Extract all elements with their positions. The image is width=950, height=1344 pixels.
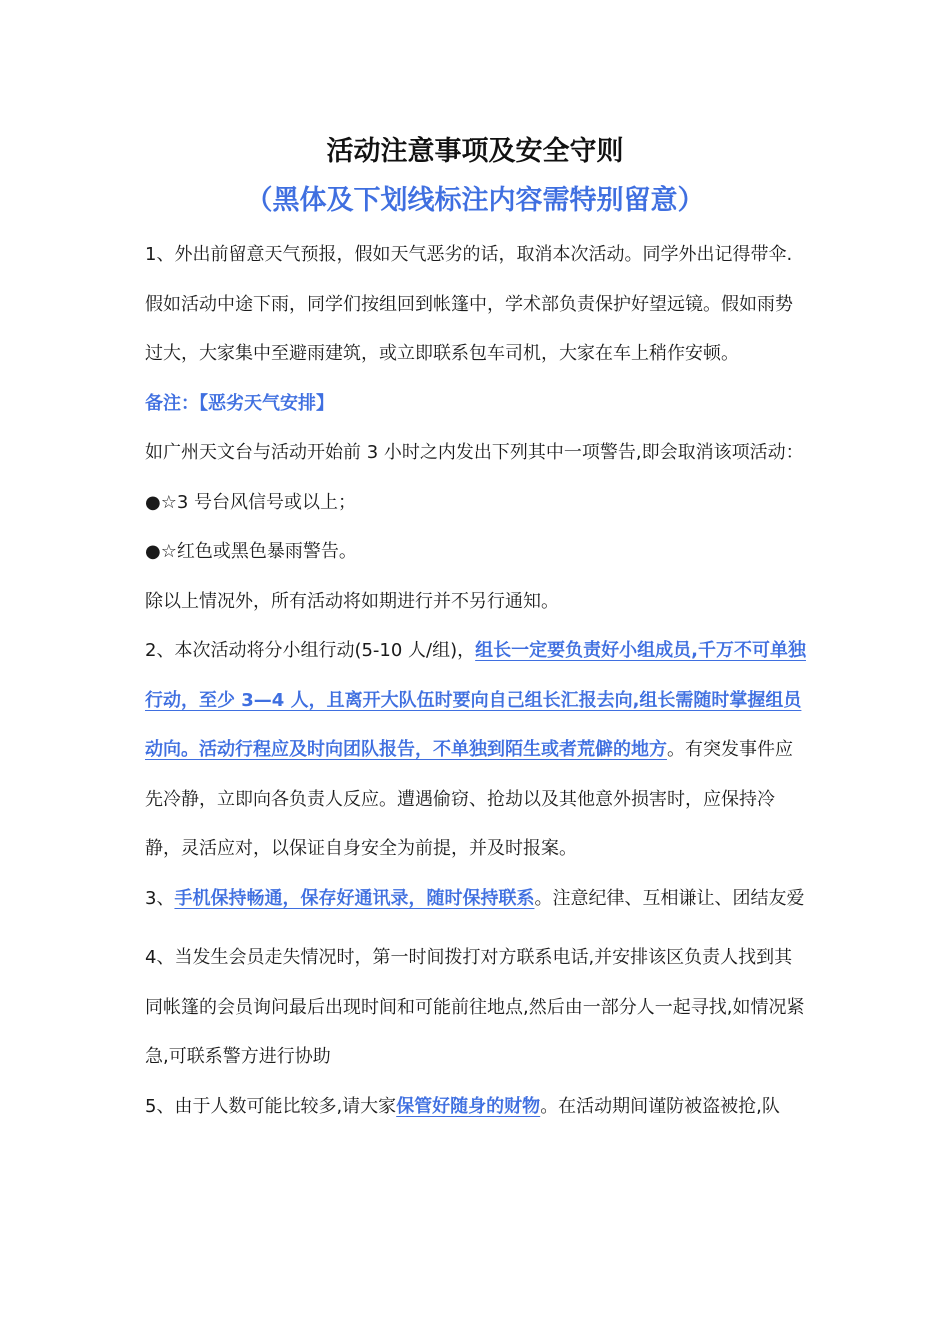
- spacer: [145, 923, 810, 933]
- paragraph-5-tail: 。在活动期间谨防被盗被抢,队: [540, 1095, 780, 1117]
- paragraph-5-emphasis: 保管好随身的财物: [396, 1095, 541, 1117]
- paragraph-1: 1、外出前留意天气预报，假如天气恶劣的话，取消本次活动。同学外出记得带伞. 假如活动中途下雨，同学们按组回到帐篷中，学术部负责保护好望远镜。假如雨势过大，大家集中至避雨建筑，或立即联系包车司机，大家在车上稍作安顿。: [145, 244, 793, 364]
- paragraph-3-emphasis: 手机保持畅通，保存好通讯录，随时保持联系: [174, 887, 535, 909]
- paragraph-2-lead: 2、本次活动将分小组行动(5-10 人/组)，: [145, 640, 476, 661]
- paragraph-3-lead: 3、: [145, 887, 175, 909]
- paragraph-2: [145, 626, 810, 874]
- paragraph-5-lead: 5、由于人数可能比较多,请大家: [145, 1095, 397, 1117]
- paragraph-2-tail: 。有突发事件应先冷静，立即向各负责人反应。遭遇偷窃、抢劫以及其他意外损害时，应保持冷静，灵活应对，以保证自身安全为前提，并及时报案。: [145, 739, 793, 859]
- paragraph-3: [145, 874, 810, 924]
- paragraph-note: 如广州天文台与活动开始前 3 小时之内发出下列其中一项警告,即会取消该项活动：: [145, 442, 804, 463]
- paragraph-except: 除以上情况外，所有活动将如期进行并不另行通知。: [145, 590, 559, 612]
- document-body: [145, 230, 810, 1131]
- bullet-rainstorm: ●☆红色或黑色暴雨警告。: [145, 541, 357, 562]
- paragraph-3-tail: 。注意纪律、互相谦让、团结友爱: [534, 887, 805, 909]
- paragraph-2-emphasis: 组长一定要负责好小组成员,千万不可单独行动，至少 3—4 人，且离开大队伍时要向自己组长汇报去向,组长需随时掌握组员动向。活动行程应及时向团队报告，不单独到陌生或者荒僻的地方: [145, 640, 806, 760]
- note-label: 备注：【恶劣天气安排】: [145, 392, 334, 414]
- paragraph-4: 4、当发生会员走失情况时，第一时间拨打对方联系电话,并安排该区负责人找到其同帐篷的会员询问最后出现时间和可能前往地点,然后由一部分人一起寻找,如情况紧急,可联系警方进行协助: [145, 947, 805, 1067]
- bullet-typhoon: ●☆3 号台风信号或以上；: [145, 491, 357, 513]
- document-subtitle: （黑体及下划线标注内容需特别留意）: [245, 185, 705, 216]
- document-title: 活动注意事项及安全守则: [326, 136, 624, 167]
- paragraph-5: [145, 1082, 810, 1132]
